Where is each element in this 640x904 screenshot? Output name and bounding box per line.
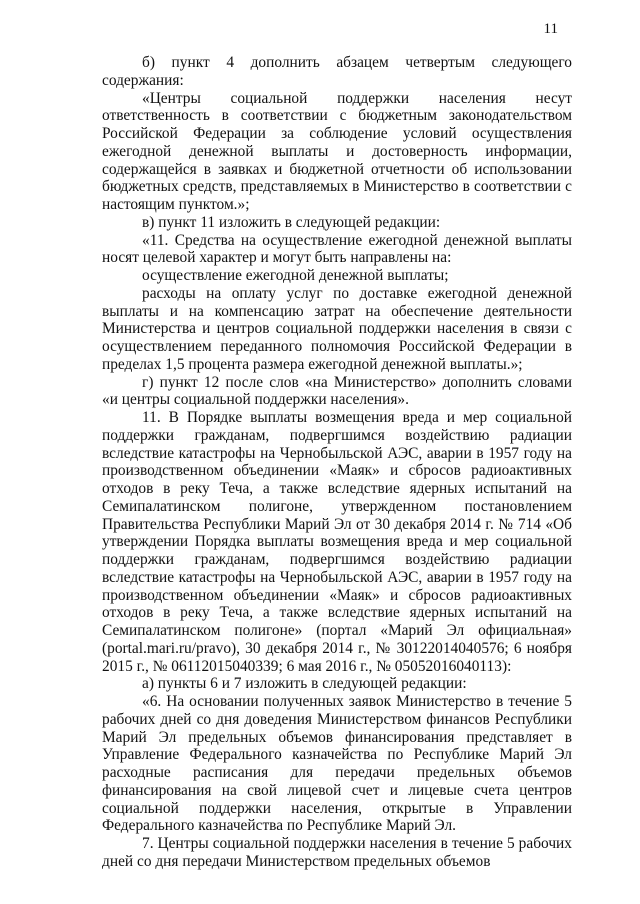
document-body	[102, 54, 572, 871]
paragraph-item-11-quote: «11. Средства на осуществление ежегодной денежной выплаты носят целевой характер и могут быть направлены на:	[102, 231, 572, 267]
paragraph-responsibility-quote: «Центры социальной поддержки населения несут ответственность в соответствии с бюджетным законодательством Российской Федерации за соблюдение условий осуществления ежегодной денежной выплаты и достоверность информации, содержащейся в заявках и бюджетной отчетности об использовании бюджетных средств, представляемых в Министерство в соответствии с настоящим пунктом.»;	[102, 89, 572, 213]
paragraph-item-7: 7. Центры социальной поддержки населения в течение 5 рабочих дней со дня передачи Министерством предельных объемов	[102, 835, 572, 870]
paragraph-4b: б) пункт 4 дополнить абзацем четвертым следующего содержания:	[102, 54, 572, 89]
paragraph-payment: осуществление ежегодной денежной выплаты;	[142, 267, 449, 284]
page-number: 11	[543, 21, 558, 37]
paragraph-6-7a: а) пункты 6 и 7 изложить в следующей редакции:	[142, 675, 467, 693]
paragraph-12g: г) пункт 12 после слов «на Министерство» дополнить словами «и центры социальной поддержки населения».	[102, 373, 572, 409]
paragraph-section-11: 11. В Порядке выплаты возмещения вреда и мер социальной поддержки гражданам, подвергшимся воздействию радиации вследствие катастрофы на Чернобыльской АЭС, аварии в 1957 году на производственном объединении «Маяк» и сбросов радиоактивных отходов в реку Теча, а также вследствие ядерных испытаний на Семипалатинском полигоне, утвержденном постановлением Правительства Республики Марий Эл от 30 декабря 2014 г. № 714 «Об утверждении Порядка выплаты возмещения вреда и мер социальной поддержки гражданам, подвергшимся воздействию радиации вследствие катастрофы на Чернобыльской АЭС, аварии в 1957 году на производственном объединении «Маяк» и сбросов радиоактивных отходов в реку Теча, а также вследствие ядерных испытаний на Семипалатинском полигоне» (портал «Марий Эл официальная» (portal.mari.ru/pravo), 30 декабря 2014 г., № 30122014040576; 6 ноября 2015 г., № 06112015040339; 6 мая 2016 г., № 05052016040113):	[102, 409, 572, 675]
paragraph-expenses: расходы на оплату услуг по доставке ежегодной денежной выплаты и на компенсацию затрат на обеспечение деятельности Министерства и центров социальной поддержки населения в связи с осуществлением переданного полномочия Российской Федерации в пределах 1,5 процента размера ежегодной денежной выплаты.»;	[102, 284, 572, 373]
paragraph-item-6-quote: «6. На основании полученных заявок Министерство в течение 5 рабочих дней со дня доведения Министерством финансов Республики Марий Эл предельных объемов финансирования представляет в Управление Федерального казначейства по Республике Марий Эл расходные расписания для передачи предельных объемов финансирования на свой лицевой счет и лицевые счета центров социальной поддержки населения, открытые в Управлении Федерального казначейства по Республике Марий Эл.	[102, 693, 572, 835]
paragraph-11v: в) пункт 11 изложить в следующей редакции:	[142, 213, 441, 231]
